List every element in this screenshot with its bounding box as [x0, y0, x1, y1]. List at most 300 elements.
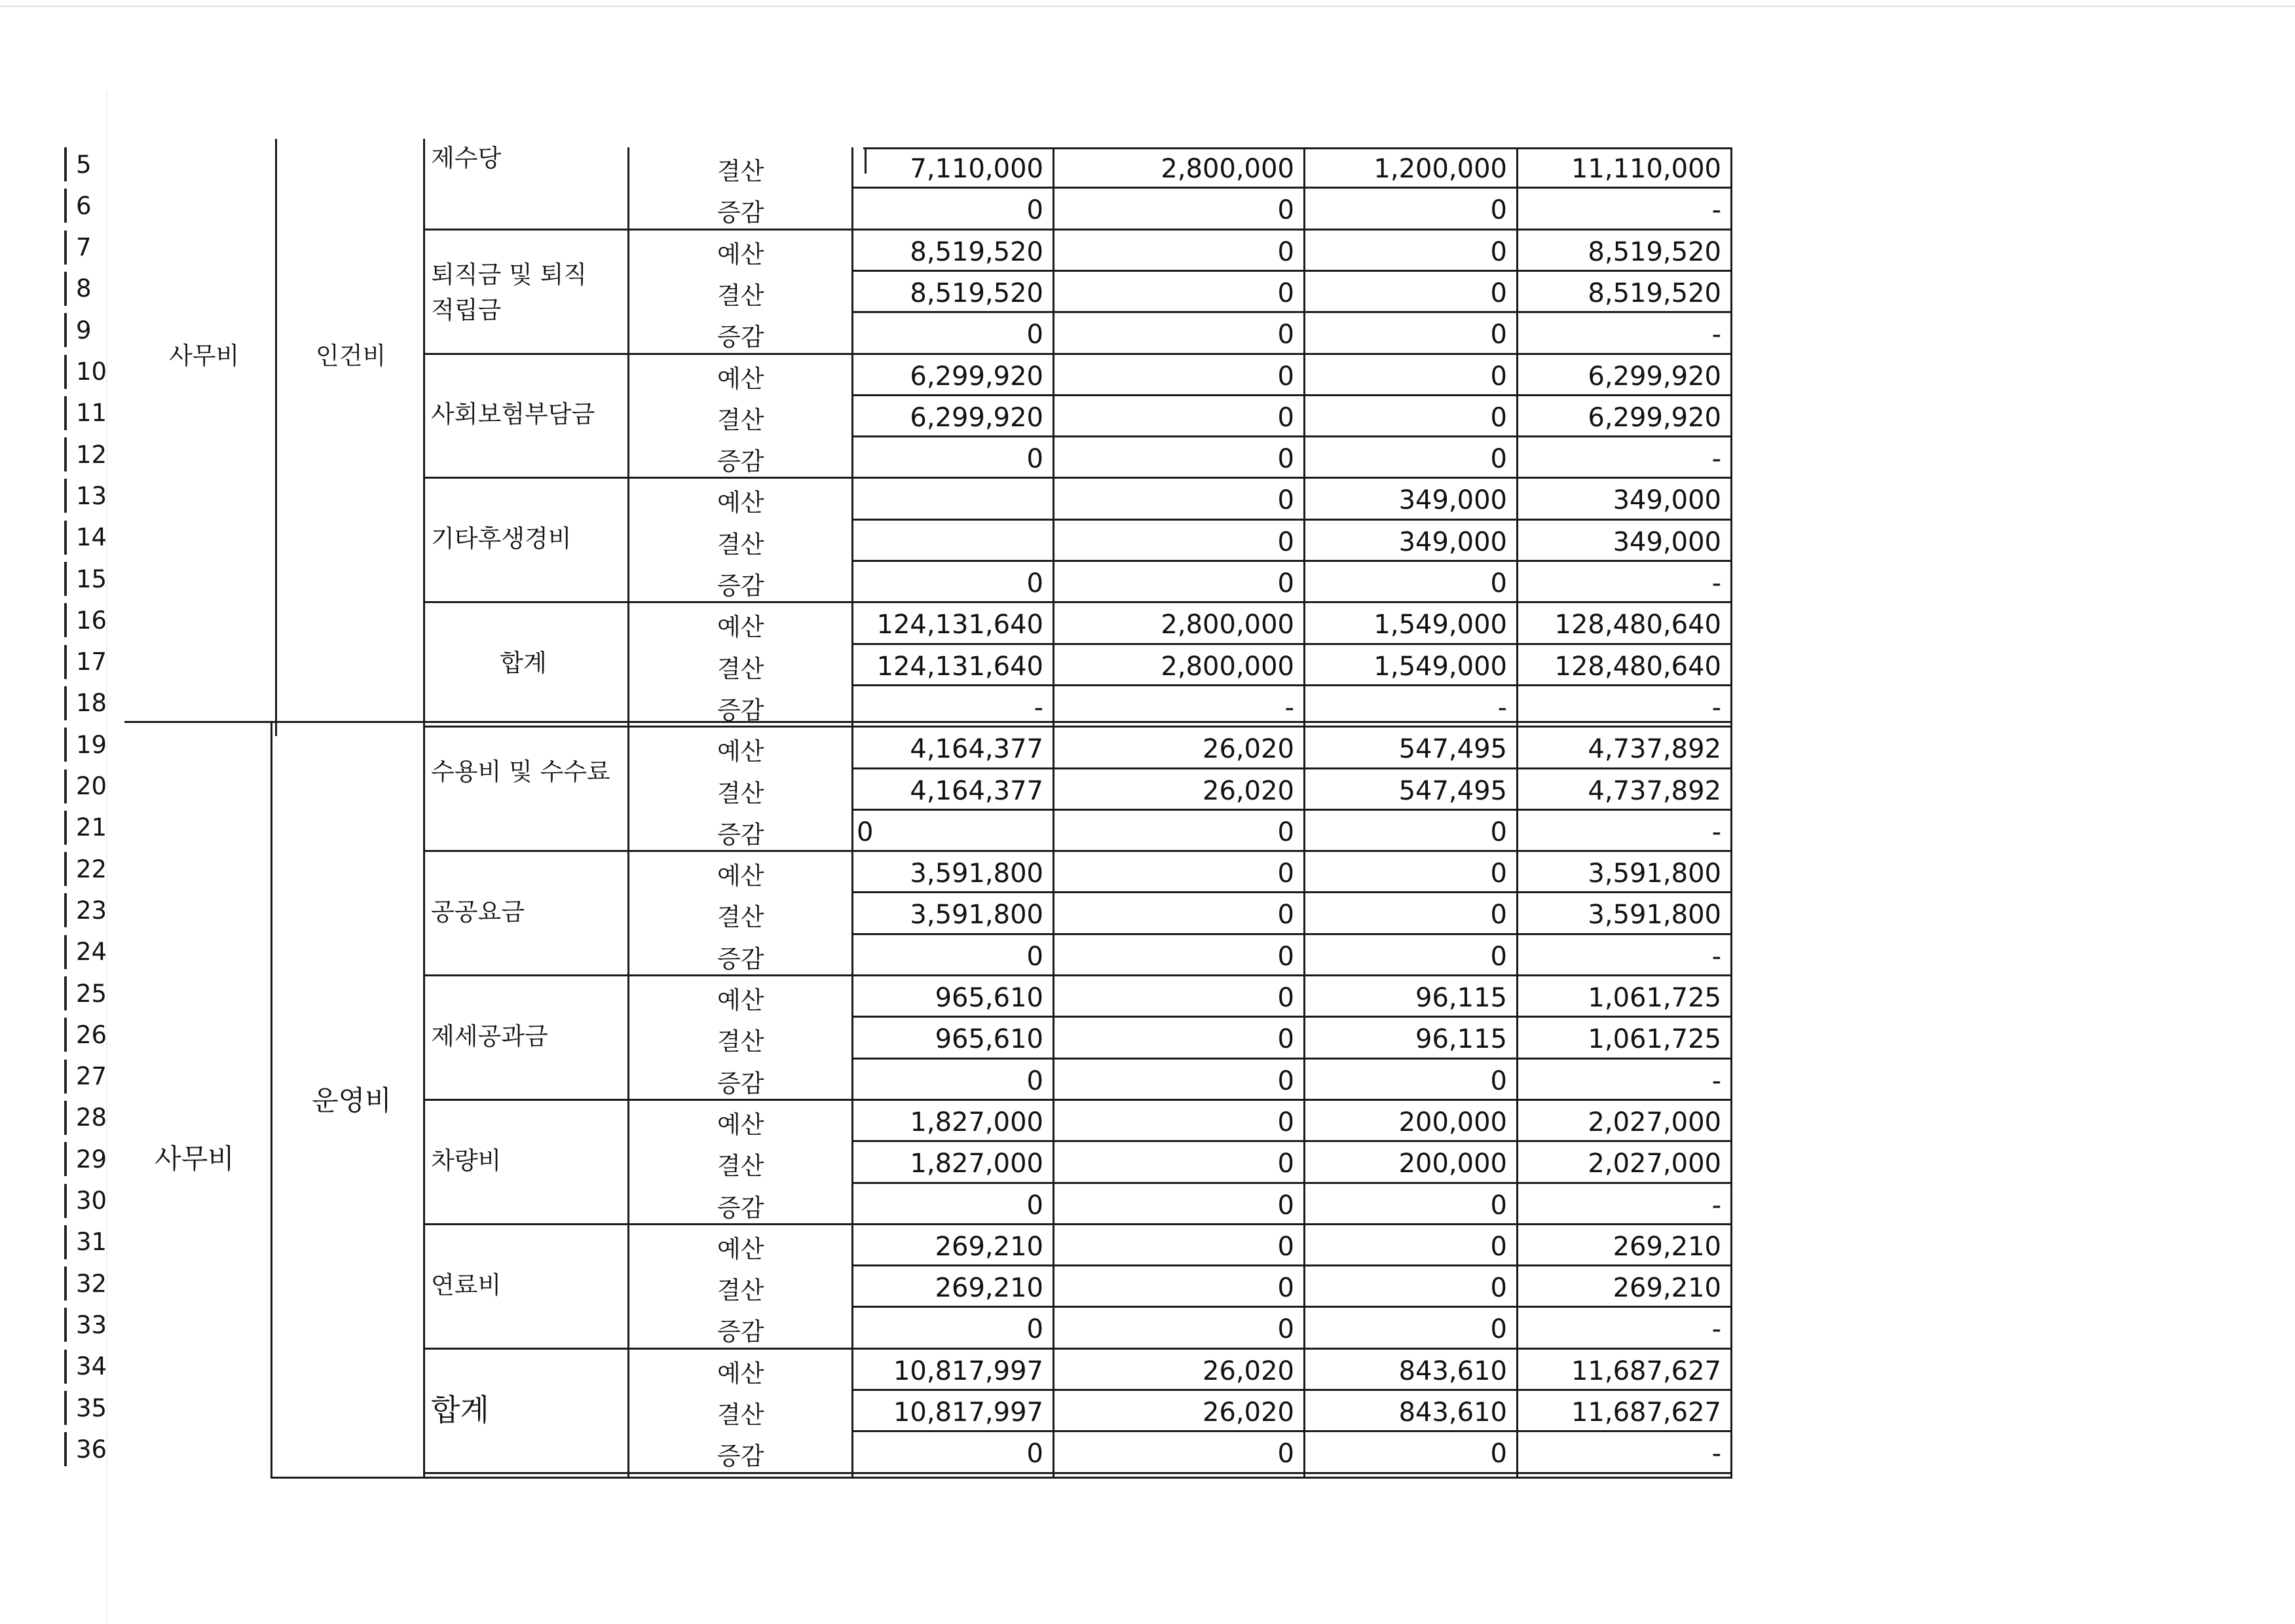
value-cell: 0 [1277, 402, 1294, 433]
value-cell: 0 [1277, 1024, 1294, 1055]
value-cell: 3,591,800 [1588, 900, 1721, 931]
row-border [851, 1264, 1730, 1266]
row-number-text: 16 [76, 606, 107, 635]
value-cell: 269,210 [1613, 1231, 1721, 1262]
value-cell: - [1711, 195, 1721, 226]
item-border [423, 1223, 851, 1225]
row-marker [64, 521, 67, 555]
row-border [851, 270, 1730, 272]
value-cell: 96,115 [1415, 1024, 1507, 1055]
row-number-text: 28 [76, 1103, 107, 1132]
value-cell: 0 [1277, 900, 1294, 931]
row-marker [64, 893, 67, 927]
row-border [851, 1348, 1730, 1350]
row-border [851, 850, 1730, 852]
value-cell: 0 [1277, 1065, 1294, 1096]
table-bottom [271, 1477, 1732, 1479]
value-cell: 0 [1490, 444, 1507, 475]
value-cell: 0 [1490, 320, 1507, 350]
value-cell: 10,817,997 [893, 1397, 1043, 1428]
vline-subcategory [423, 139, 425, 1477]
value-cell: 269,210 [935, 1273, 1043, 1304]
value-cell: 269,210 [935, 1231, 1043, 1262]
value-cell: 0 [1490, 236, 1507, 267]
value-cell: 8,519,520 [910, 236, 1043, 267]
row-type-label: 증감 [717, 820, 764, 849]
row-marker [64, 1350, 67, 1384]
row-type-label: 결산 [717, 1152, 764, 1181]
row-type-label: 증감 [717, 572, 764, 600]
row-marker [64, 1225, 67, 1259]
value-cell: 2,027,000 [1588, 1149, 1721, 1179]
row-number-text: 23 [76, 896, 107, 925]
value-cell: 0 [1277, 526, 1294, 557]
row-number [64, 517, 136, 558]
item-label: 공공요금 [431, 898, 525, 927]
value-cell: 11,110,000 [1571, 154, 1721, 184]
row-number-text: 30 [76, 1187, 107, 1215]
value-cell: - [1711, 1439, 1721, 1469]
row-number-text: 19 [76, 730, 107, 759]
row-marker [64, 1308, 67, 1342]
value-cell: 6,299,920 [910, 361, 1043, 392]
item-label: 차량비 [431, 1146, 502, 1175]
row-number [64, 1304, 136, 1345]
row-border [851, 601, 1730, 603]
row-number-text: 6 [76, 191, 92, 220]
value-cell: 349,000 [1398, 526, 1507, 557]
row-number [64, 642, 136, 682]
row-border [851, 933, 1730, 935]
value-cell: 26,020 [1203, 1397, 1294, 1428]
row-marker [64, 603, 67, 637]
row-type-label: 예산 [717, 240, 764, 268]
value-cell: 124,131,640 [876, 610, 1043, 640]
row-number [64, 268, 136, 309]
row-border [851, 1140, 1730, 1142]
item-border [423, 974, 851, 976]
value-cell: - [1711, 1314, 1721, 1345]
row-number [64, 849, 136, 889]
row-number [64, 1222, 136, 1263]
value-cell: 96,115 [1415, 983, 1507, 1013]
item-label: 퇴직금 및 퇴직 적립금 [431, 260, 587, 324]
row-marker [64, 355, 67, 389]
row-border [851, 1016, 1730, 1018]
row-border [851, 519, 1730, 521]
vline-value [1053, 147, 1054, 1477]
value-cell: 3,591,800 [910, 858, 1043, 889]
value-cell: 6,299,920 [1588, 361, 1721, 392]
value-cell: 0 [1277, 1149, 1294, 1179]
row-number [64, 600, 136, 640]
value-cell: 0 [1277, 361, 1294, 392]
row-number [64, 1181, 136, 1221]
value-cell: - [1497, 692, 1507, 723]
subcategory-label-bottom: 운영비 [312, 1084, 392, 1116]
value-cell: 547,495 [1398, 734, 1507, 765]
row-marker [64, 1432, 67, 1466]
row-number [64, 1429, 136, 1469]
value-cell: 0 [1026, 1190, 1043, 1221]
row-marker [64, 1142, 67, 1176]
row-type-label: 예산 [717, 489, 764, 517]
value-cell: 4,164,377 [910, 734, 1043, 765]
value-cell: 0 [1490, 1065, 1507, 1096]
value-cell: 0 [1277, 1314, 1294, 1345]
row-marker [64, 811, 67, 845]
row-number-text: 12 [76, 440, 107, 469]
value-cell: 4,737,892 [1588, 734, 1721, 765]
row-marker [64, 976, 67, 1010]
value-cell: 965,610 [935, 1024, 1043, 1055]
value-cell: - [1711, 568, 1721, 599]
row-number-text: 22 [76, 855, 107, 883]
row-marker [64, 1018, 67, 1052]
subcategory-label-top: 인건비 [316, 342, 386, 370]
subtotal-label: 합계 [431, 1392, 489, 1428]
row-marker [64, 437, 67, 471]
row-number [64, 683, 136, 724]
row-number [64, 559, 136, 599]
item-label: 연료비 [431, 1270, 502, 1299]
value-cell: 1,061,725 [1588, 1024, 1721, 1055]
vline-item [627, 147, 629, 1477]
row-number-text: 9 [76, 316, 92, 344]
row-marker [64, 479, 67, 513]
item-border [423, 229, 851, 231]
item-border [423, 1099, 851, 1101]
row-number-text: 18 [76, 689, 107, 718]
vline-category [271, 723, 272, 1477]
value-cell: 843,610 [1398, 1397, 1507, 1428]
item-label: 제세공과금 [431, 1022, 548, 1050]
row-border [851, 560, 1730, 562]
value-cell: 0 [1277, 485, 1294, 516]
row-number-text: 20 [76, 772, 107, 800]
category-label-bottom: 사무비 [155, 1143, 234, 1175]
row-marker [64, 396, 67, 430]
row-marker [64, 686, 67, 720]
row-number [64, 434, 136, 475]
value-cell: 0 [1277, 278, 1294, 308]
value-cell: 2,800,000 [1161, 154, 1294, 184]
row-number [64, 932, 136, 972]
row-number [64, 227, 136, 268]
value-cell: 200,000 [1398, 1107, 1507, 1137]
row-border [851, 684, 1730, 686]
item-border [423, 601, 851, 603]
value-cell: 349,000 [1613, 485, 1721, 516]
row-type-label: 증감 [717, 1069, 764, 1098]
value-cell: - [1711, 320, 1721, 350]
value-cell: 0 [1490, 1231, 1507, 1262]
row-number [64, 890, 136, 931]
row-number [64, 144, 136, 185]
value-cell: - [1711, 444, 1721, 475]
category-label-top: 사무비 [169, 342, 240, 370]
row-border [851, 1099, 1730, 1101]
row-number-text: 29 [76, 1145, 107, 1173]
row-type-label: 예산 [717, 1110, 764, 1139]
row-marker [64, 1060, 67, 1094]
row-number-text: 15 [76, 564, 107, 593]
value-cell: - [1284, 692, 1294, 723]
row-border [851, 767, 1730, 769]
row-marker [64, 935, 67, 969]
row-border [851, 477, 1730, 479]
value-cell: 349,000 [1613, 526, 1721, 557]
row-border [851, 394, 1730, 396]
value-cell: 0 [1026, 195, 1043, 226]
row-border [851, 643, 1730, 645]
row-type-label: 예산 [717, 1359, 764, 1388]
value-cell: 6,299,920 [910, 402, 1043, 433]
value-cell: 2,027,000 [1588, 1107, 1721, 1137]
row-number-text: 36 [76, 1435, 107, 1464]
value-cell: 349,000 [1398, 485, 1507, 516]
item-border [423, 850, 851, 852]
value-cell: - [1711, 941, 1721, 972]
value-cell: 0 [1026, 1314, 1043, 1345]
item-label: 사회보험부담금 [431, 400, 595, 429]
row-type-label: 증감 [717, 447, 764, 476]
value-cell: - [1711, 1190, 1721, 1221]
row-border [851, 1389, 1730, 1391]
row-type-label: 예산 [717, 862, 764, 891]
value-cell: 0 [1277, 941, 1294, 972]
row-border [851, 1182, 1730, 1184]
row-marker [64, 1184, 67, 1218]
row-number [64, 352, 136, 392]
table-top [863, 147, 1730, 149]
row-number-text: 25 [76, 979, 107, 1008]
value-cell: 26,020 [1203, 1356, 1294, 1386]
value-cell: 0 [1277, 858, 1294, 889]
value-cell: 0 [1026, 1065, 1043, 1096]
row-number [64, 724, 136, 765]
value-cell: 0 [1277, 236, 1294, 267]
row-type-label: 증감 [717, 944, 764, 973]
row-number-text: 13 [76, 481, 107, 510]
item-label: 수용비 및 수수료 [431, 758, 610, 786]
value-cell: 0 [1490, 195, 1507, 226]
value-cell: 1,061,725 [1588, 983, 1721, 1013]
item-border [423, 353, 851, 355]
value-cell: 0 [1490, 1439, 1507, 1469]
row-type-label: 결산 [717, 779, 764, 807]
value-cell: 3,591,800 [910, 900, 1043, 931]
value-cell: 0 [1490, 361, 1507, 392]
value-cell: 0 [1277, 320, 1294, 350]
value-cell: 6,299,920 [1588, 402, 1721, 433]
row-marker [64, 313, 67, 347]
row-number [64, 1014, 136, 1055]
item-border [423, 477, 851, 479]
value-cell: 0 [1277, 1273, 1294, 1304]
row-type-label: 증감 [717, 1442, 764, 1471]
row-type-label: 예산 [717, 364, 764, 393]
vline-category [275, 139, 277, 736]
value-cell: 200,000 [1398, 1149, 1507, 1179]
row-number [64, 1056, 136, 1097]
value-cell: 965,610 [935, 983, 1043, 1013]
row-number-text: 35 [76, 1393, 107, 1422]
value-cell: 0 [1490, 858, 1507, 889]
value-cell: 843,610 [1398, 1356, 1507, 1386]
row-border [851, 891, 1730, 893]
row-type-label: 결산 [717, 530, 764, 559]
row-border [851, 1223, 1730, 1225]
value-cell: 0 [1490, 1314, 1507, 1345]
row-type-label: 예산 [717, 737, 764, 766]
row-type-label: 증감 [717, 1193, 764, 1222]
value-cell: 3,591,800 [1588, 858, 1721, 889]
item-border [423, 1348, 851, 1350]
value-cell: 1,827,000 [910, 1149, 1043, 1179]
value-cell: 0 [1277, 568, 1294, 599]
row-number [64, 475, 136, 516]
row-number [64, 185, 136, 226]
value-cell: 0 [1277, 983, 1294, 1013]
row-type-label: 증감 [717, 1318, 764, 1346]
row-marker [64, 1266, 67, 1301]
vline-value [1730, 147, 1732, 1477]
row-border [851, 974, 1730, 976]
row-type-label: 예산 [717, 613, 764, 642]
row-border [851, 726, 1730, 728]
value-cell: 7,110,000 [910, 154, 1043, 184]
row-type-label: 결산 [717, 281, 764, 310]
row-border [851, 353, 1730, 355]
row-border [851, 435, 1730, 437]
subtotal-label: 합계 [500, 649, 547, 678]
row-type-label: 결산 [717, 405, 764, 434]
value-cell: 11,687,627 [1571, 1397, 1721, 1428]
row-marker [64, 231, 67, 265]
value-cell: 0 [1277, 1190, 1294, 1221]
value-cell: 0 [1490, 402, 1507, 433]
item-label: 기타후생경비 [431, 525, 572, 553]
value-cell: 0 [1277, 1231, 1294, 1262]
value-cell: - [1711, 1065, 1721, 1096]
row-type-label: 예산 [717, 1234, 764, 1263]
row-type-label: 증감 [717, 695, 764, 724]
row-number [64, 1346, 136, 1387]
value-cell: 11,687,627 [1571, 1356, 1721, 1386]
row-type-label: 결산 [717, 654, 764, 683]
value-cell: 128,480,640 [1554, 651, 1721, 682]
row-number-text: 21 [76, 813, 107, 842]
row-number-text: 32 [76, 1269, 107, 1298]
row-number-text: 7 [76, 233, 92, 262]
value-cell: 1,200,000 [1373, 154, 1507, 184]
row-number-text: 34 [76, 1352, 107, 1381]
row-border [851, 1058, 1730, 1060]
value-cell: 547,495 [1398, 775, 1507, 806]
value-cell: 0 [1490, 900, 1507, 931]
row-number-text: 26 [76, 1020, 107, 1049]
value-cell: 269,210 [1613, 1273, 1721, 1304]
item-label: 제수당 [431, 144, 502, 172]
value-cell: - [1711, 817, 1721, 847]
vline-value [1516, 147, 1518, 1477]
row-type-label: 예산 [717, 986, 764, 1014]
value-cell: 1,549,000 [1373, 651, 1507, 682]
value-cell: 0 [1026, 1439, 1043, 1469]
value-cell: 2,800,000 [1161, 610, 1294, 640]
vline-type [851, 147, 853, 1477]
value-cell: 0 [1026, 320, 1043, 350]
row-marker [64, 272, 67, 306]
value-cell: 0 [1490, 568, 1507, 599]
value-cell: 0 [1277, 444, 1294, 475]
vline-value [1303, 147, 1305, 1477]
value-cell: 2,800,000 [1161, 651, 1294, 682]
row-marker [64, 189, 67, 223]
row-marker [64, 728, 67, 762]
value-cell: 10,817,997 [893, 1356, 1043, 1386]
scan-edge [0, 5, 2295, 7]
row-number [64, 310, 136, 350]
row-marker [64, 1391, 67, 1425]
row-number-text: 33 [76, 1310, 107, 1339]
row-type-label: 증감 [717, 323, 764, 352]
row-number-text: 17 [76, 648, 107, 676]
value-cell: 0 [857, 817, 874, 847]
row-border [851, 1472, 1730, 1474]
row-type-label: 결산 [717, 903, 764, 932]
row-type-label: 결산 [717, 1401, 764, 1429]
value-cell: 0 [1277, 1439, 1294, 1469]
value-cell: 0 [1490, 1190, 1507, 1221]
value-cell: 124,131,640 [876, 651, 1043, 682]
row-marker [64, 1101, 67, 1135]
row-number [64, 973, 136, 1014]
value-cell: 26,020 [1203, 734, 1294, 765]
value-cell: 0 [1277, 1107, 1294, 1137]
row-number-text: 11 [76, 399, 107, 428]
value-cell: 0 [1490, 1273, 1507, 1304]
value-cell: - [1711, 692, 1721, 723]
value-cell: 0 [1277, 195, 1294, 226]
value-cell: 8,519,520 [1588, 278, 1721, 308]
row-type-label: 증감 [717, 198, 764, 227]
row-border [851, 1306, 1730, 1308]
value-cell: 4,737,892 [1588, 775, 1721, 806]
value-cell: 0 [1277, 817, 1294, 847]
row-marker [64, 769, 67, 803]
value-cell: 1,827,000 [910, 1107, 1043, 1137]
row-number [64, 1263, 136, 1304]
row-border [851, 1430, 1730, 1432]
row-type-label: 결산 [717, 1027, 764, 1056]
row-type-label: 결산 [717, 157, 764, 185]
value-cell: 128,480,640 [1554, 610, 1721, 640]
row-marker [64, 852, 67, 886]
value-cell: 0 [1026, 568, 1043, 599]
row-number-text: 8 [76, 274, 92, 303]
row-number [64, 393, 136, 434]
row-number-text: 27 [76, 1062, 107, 1091]
value-cell: 26,020 [1203, 775, 1294, 806]
row-border [851, 809, 1730, 811]
row-marker [64, 147, 67, 181]
row-border [851, 311, 1730, 313]
row-border [851, 187, 1730, 189]
row-number-text: 14 [76, 523, 107, 552]
row-number [64, 766, 136, 807]
